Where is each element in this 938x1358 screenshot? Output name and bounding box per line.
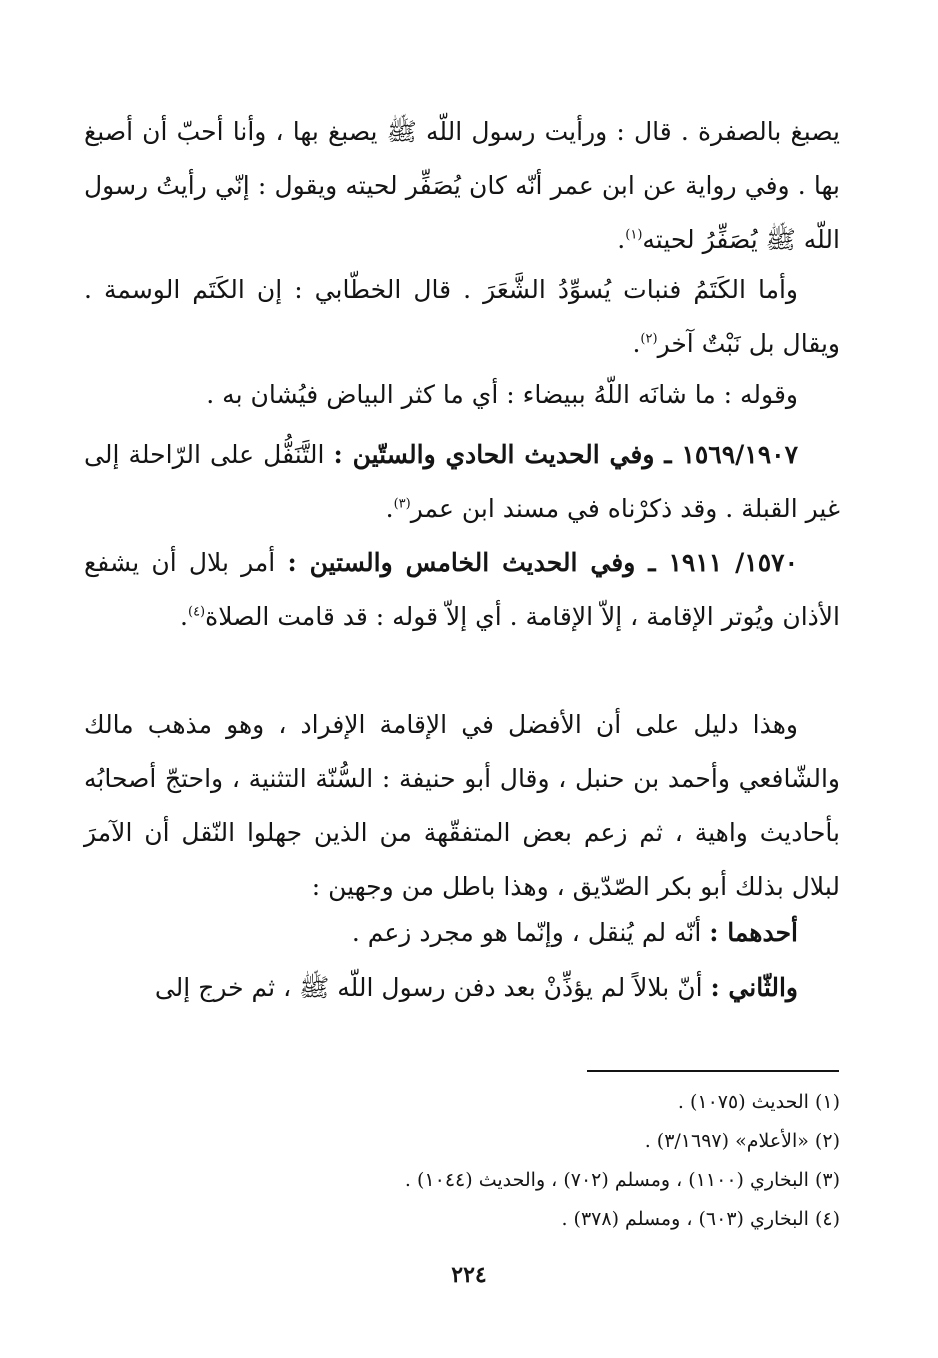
paragraph-end: .	[632, 329, 641, 358]
paragraph-hadith-1569	[84, 428, 840, 536]
paragraph-text: أنّ بلالاً لم يؤذِّنْ بعد دفن رسول اللّه ﷺ ، ثم خرج إلى	[154, 973, 703, 1002]
paragraph-iqama-argument	[84, 698, 840, 914]
paragraph-text: يصبغ بالصفرة . قال : ورأيت رسول اللّه ﷺ يصبغ بها ، وأنا أحبّ أن أصبغ بها . وفي رواية عن ابن عمر أنّه كان يُصَفِّر لحيته ويقول : إنّي رأيتُ رسول اللّه ﷺ يُصَفِّرُ لحيته	[84, 117, 840, 254]
paragraph-dyeing-beard	[84, 105, 840, 267]
paragraph-end: .	[617, 225, 626, 254]
paragraph-katam	[84, 263, 840, 371]
paragraph-text: وأما الكَتَمُ فنبات يُسوِّدُ الشَّعَرَ . قال الخطّابي : إن الكَتَم الوسمة . ويقال بل نَبْتٌ آخر	[84, 275, 840, 358]
paragraph-text: وهذا دليل على أن الأفضل في الإقامة الإفراد ، وهو مذهب مالك والشّافعي وأحمد بن حنبل ، وقال أبو حنيفة : السُّنّة التثنية ، واحتجّ أصحابُه بأحاديث واهية ، ثم زعم بعض المتفقّهة من الذين جهلوا النّقل أن الآمرَ لبلال بذلك أبو بكر الصّدّيق ، وهذا باطل من وجهين :	[84, 710, 840, 901]
paragraph-text: أمر بلال أن يشفع الأذان ويُوتر الإقامة ، إلاّ الإقامة . أي إلاّ قوله : قد قامت الصلاة	[84, 548, 840, 631]
reason-heading: أحدهما :	[709, 918, 798, 947]
footnote-1: (١) الحديث (١٠٧٥) .	[677, 1091, 840, 1113]
hadith-heading: ١٥٧٠/ ١٩١١ ـ وفي الحديث الخامس والستين :	[287, 548, 798, 577]
paragraph-end: .	[385, 494, 394, 523]
paragraph-text: التَّنَفُّل على الرّاحلة إلى غير القبلة . وقد ذكرْناه في مسند ابن عمر	[84, 440, 840, 523]
footnote-3: (٣) البخاري (١١٠٠) ، ومسلم (٧٠٢) ، والحديث (١٠٤٤) .	[404, 1169, 840, 1191]
footnote-ref-1: (١)	[625, 227, 643, 243]
reason-heading: والثّاني :	[710, 973, 798, 1002]
paragraph-second-reason	[84, 961, 840, 1015]
paragraph-hadith-1570	[84, 536, 840, 644]
footnote-ref-3: (٣)	[393, 496, 411, 512]
footnote-2: (٢) «الأعلام» (٣/١٦٩٧) .	[644, 1130, 840, 1152]
paragraph-first-reason	[84, 906, 840, 960]
paragraph-end: .	[180, 602, 188, 631]
footnotes	[84, 1083, 840, 1239]
paragraph-text: أنّه لم يُنقل ، وإنّما هو مجرد زعم .	[351, 918, 702, 947]
footnote-ref-2: (٢)	[640, 331, 658, 347]
footnote-4: (٤) البخاري (٦٠٣) ، ومسلم (٣٧٨) .	[561, 1208, 840, 1230]
page-number: ٢٢٤	[451, 1262, 487, 1288]
footnote-ref-4: (٤)	[187, 604, 206, 620]
paragraph-text: وقوله : ما شانَه اللّهُ ببيضاء : أي ما كثر البياض فيُشان به .	[206, 380, 798, 409]
paragraph-whiteness	[84, 368, 840, 422]
hadith-heading: ١٥٦٩/١٩٠٧ ـ وفي الحديث الحادي والستّين :	[333, 440, 798, 469]
footnote-divider	[587, 1070, 839, 1072]
